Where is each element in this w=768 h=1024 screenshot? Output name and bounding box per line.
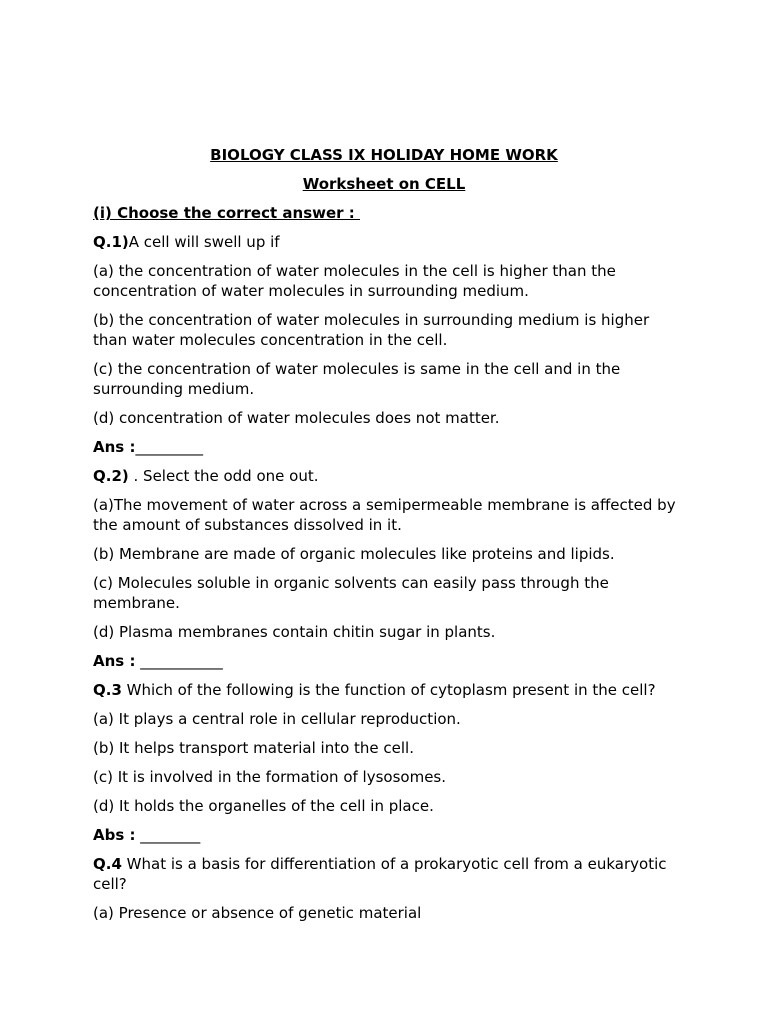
answer-label: Ans : — [93, 652, 136, 670]
answer-blank: ___________ — [135, 652, 223, 670]
answer-option: (d) Plasma membranes contain chitin sugar in plants. — [93, 623, 496, 641]
question-block-1 — [93, 232, 683, 457]
worksheet-subtitle: Worksheet on CELL — [302, 175, 466, 193]
question-number: Q.4 — [93, 855, 122, 873]
answer-label: Abs : — [93, 826, 136, 844]
question-number: Q.1) — [93, 233, 129, 251]
answer-option: (b) It helps transport material into the cell. — [93, 739, 414, 757]
answer-blank: _________ — [135, 438, 203, 456]
answer-blank: ________ — [135, 826, 201, 844]
question-stem: Which of the following is the function of cytoplasm present in the cell? — [121, 681, 656, 699]
question-text — [93, 466, 683, 486]
question-text — [93, 680, 683, 700]
worksheet-content — [93, 145, 683, 932]
answer-option: (a)The movement of water across a semipermeable membrane is affected by the amount of substances dissolved in it. — [93, 496, 676, 534]
answer-option: (b) the concentration of water molecules in surrounding medium is higher than water molecules concentration in the cell. — [93, 311, 650, 349]
question-block-3 — [93, 680, 683, 845]
question-stem: What is a basis for differentiation of a prokaryotic cell from a eukaryotic cell? — [93, 855, 667, 893]
question-text — [93, 854, 683, 894]
answer-option: (c) It is involved in the formation of lysosomes. — [93, 768, 447, 786]
answer-line — [93, 437, 683, 457]
question-stem: A cell will swell up if — [128, 233, 280, 251]
answer-option: (c) the concentration of water molecules is same in the cell and in the surrounding medium. — [93, 360, 621, 398]
question-stem: . Select the odd one out. — [128, 467, 319, 485]
answer-option: (a) the concentration of water molecules in the cell is higher than the concentration of water molecules in surrounding medium. — [93, 262, 616, 300]
answer-line — [93, 825, 683, 845]
answer-option: (a) It plays a central role in cellular reproduction. — [93, 710, 461, 728]
document-title: BIOLOGY CLASS IX HOLIDAY HOME WORK — [210, 146, 558, 164]
question-block-4 — [93, 854, 683, 923]
answer-line — [93, 651, 683, 671]
question-number: Q.2) — [93, 467, 129, 485]
answer-option: (b) Membrane are made of organic molecules like proteins and lipids. — [93, 545, 615, 563]
answer-option: (c) Molecules soluble in organic solvents can easily pass through the membrane. — [93, 574, 609, 612]
question-number: Q.3 — [93, 681, 122, 699]
answer-label: Ans : — [93, 438, 136, 456]
question-block-2 — [93, 466, 683, 671]
section-heading: (i) Choose the correct answer : — [93, 204, 360, 222]
answer-option: (d) It holds the organelles of the cell in place. — [93, 797, 434, 815]
answer-option: (d) concentration of water molecules does not matter. — [93, 409, 500, 427]
question-text — [93, 232, 683, 252]
answer-option: (a) Presence or absence of genetic material — [93, 904, 422, 922]
